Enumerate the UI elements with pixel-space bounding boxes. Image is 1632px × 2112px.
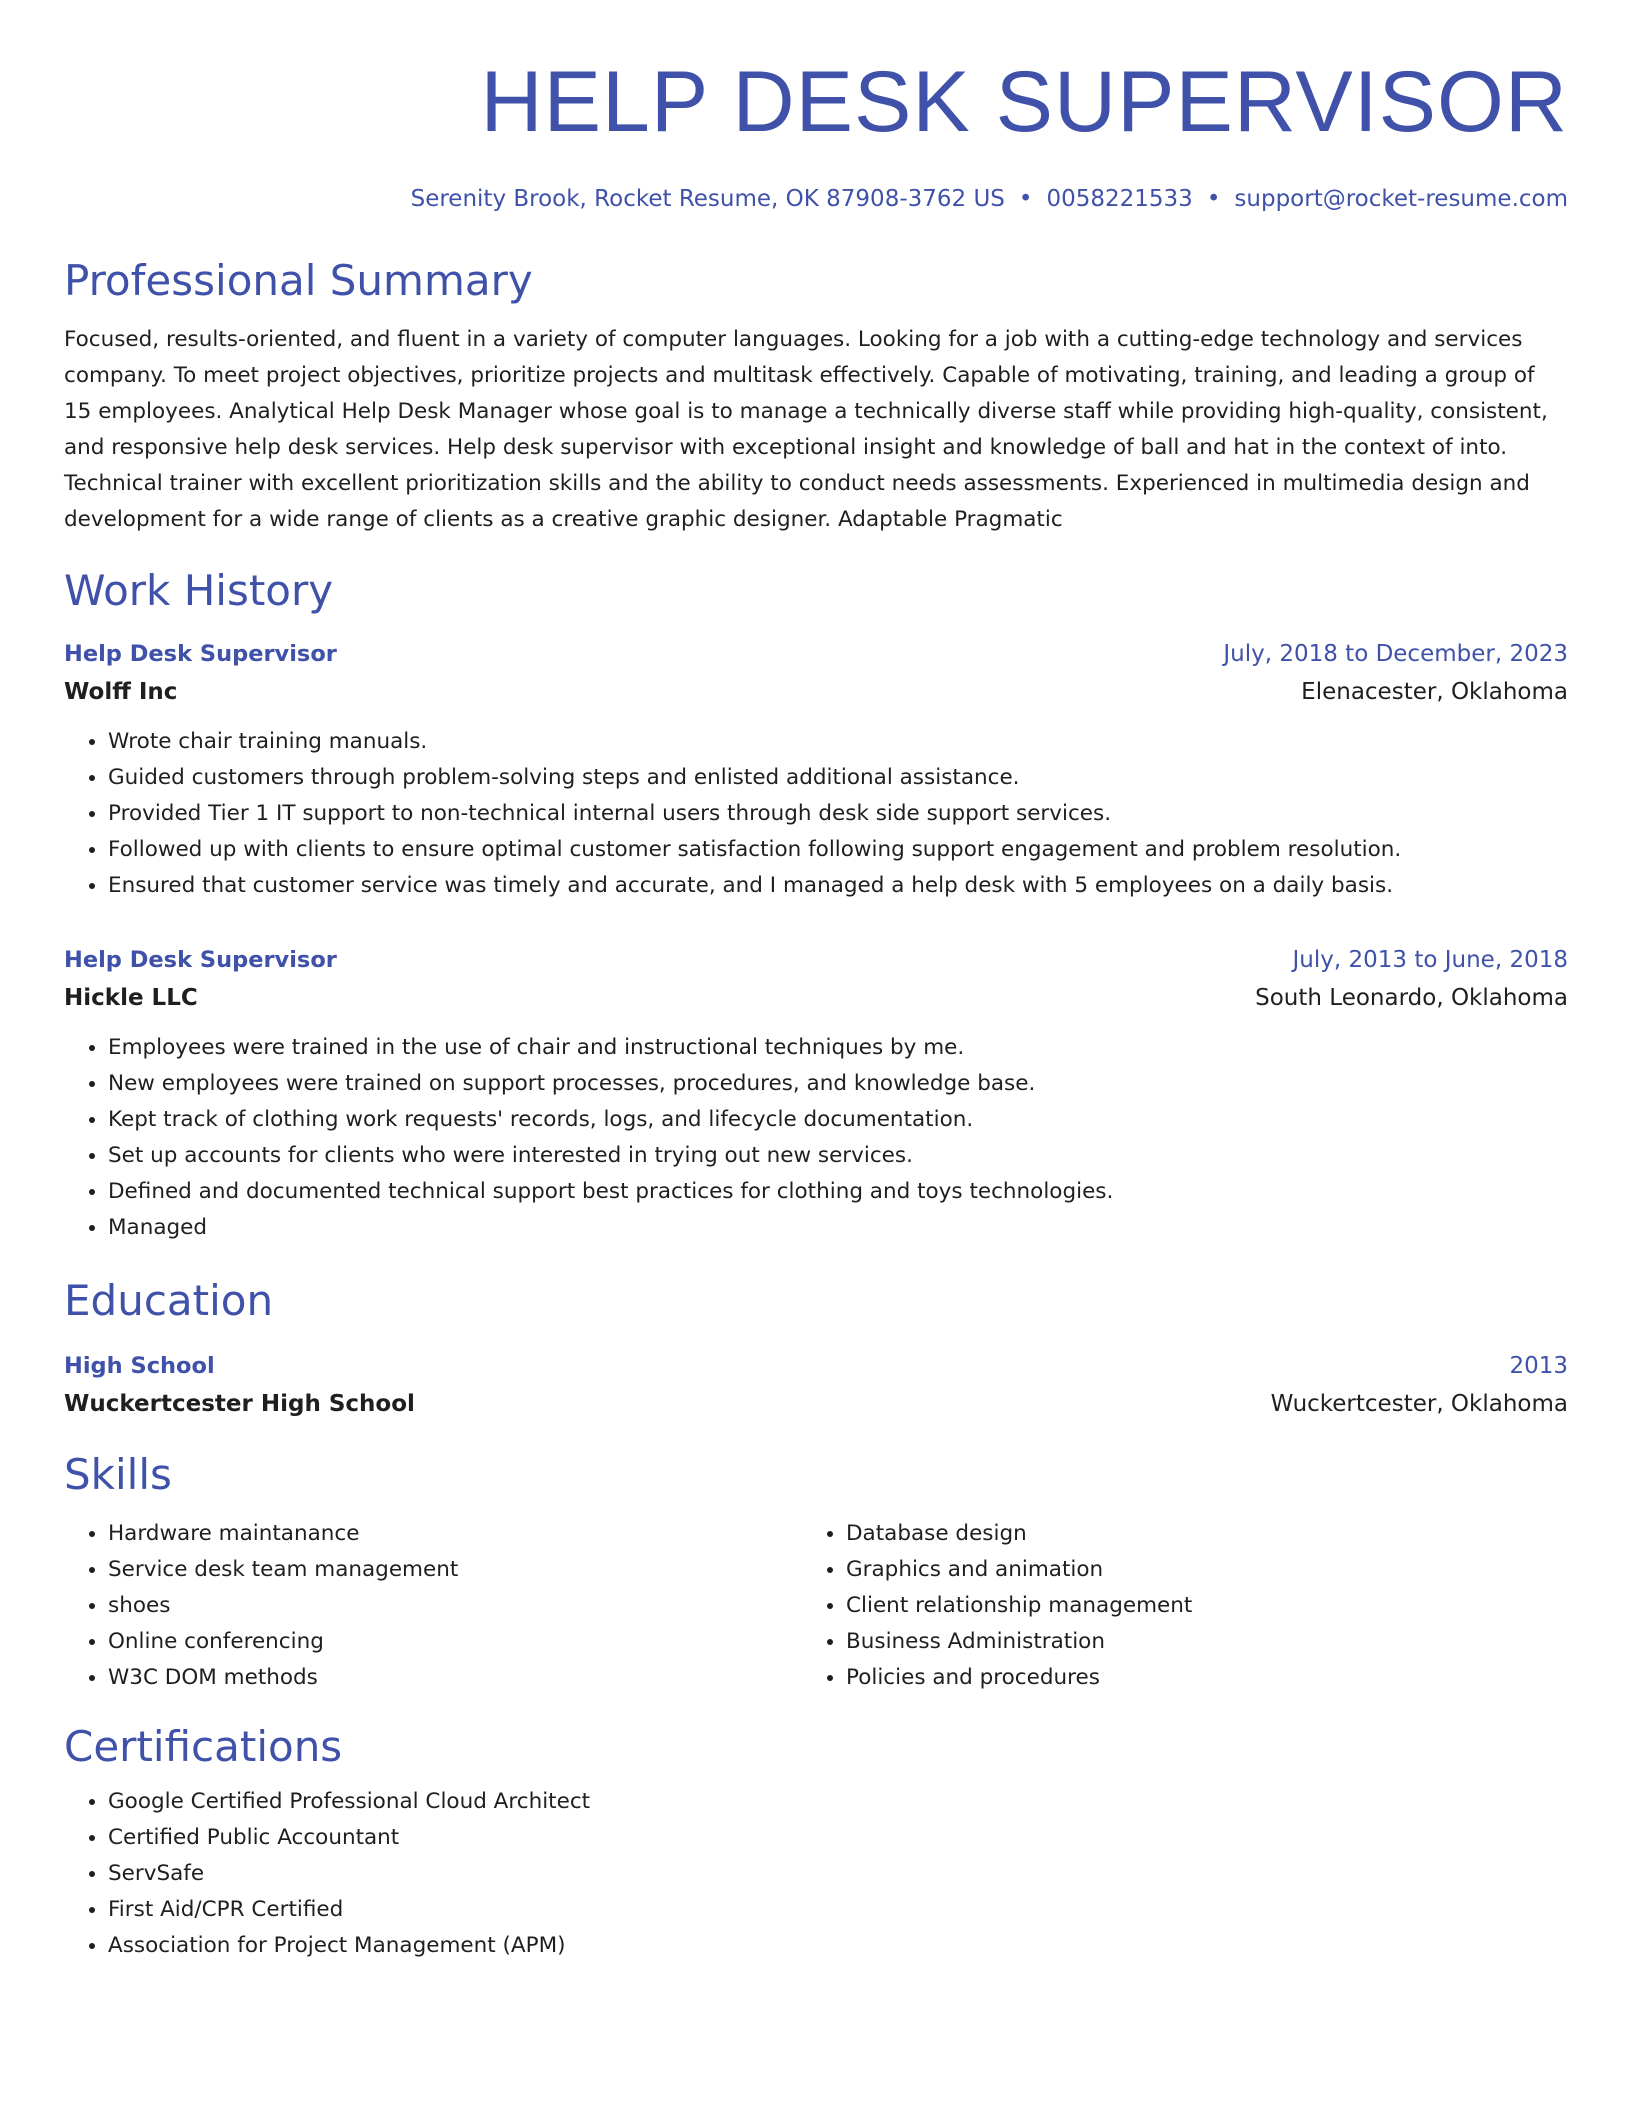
education-year: 2013: [1509, 1353, 1568, 1379]
contact-line: [64, 184, 1568, 214]
job-location: Elenacester, Oklahoma: [1301, 679, 1568, 705]
job-entry: [64, 636, 1568, 904]
skill-item: • Business Administration: [846, 1624, 1540, 1660]
skill-item: • Policies and procedures: [846, 1660, 1540, 1696]
job-header: [64, 636, 1568, 672]
certification-item: • Association for Project Management (APM): [108, 1928, 1568, 1964]
education-entry: [64, 1348, 1568, 1424]
summary-text: Focused, results-oriented, and fluent in a variety of computer languages. Looking for a job with a cutting-edge technology and services company. To meet project objectives, prioritize projects and multitask effectively. Capable of motivating, training, and leading a group of 15 employees. Analytical Help Desk Manager whose goal is to manage a technically diverse staff while providing high-quality, consistent, and responsive help desk services. Help desk supervisor with exceptional insight and knowledge of ball and hat in the context of into. Technical trainer with excellent prioritization skills and the ability to conduct needs assessments. Experienced in multimedia design and development for a wide range of clients as a creative graphic designer. Adaptable Pragmatic: [64, 327, 1548, 532]
skill-item: • Service desk team management: [108, 1552, 802, 1588]
job-company: Wolff Inc: [64, 679, 178, 705]
job-location: South Leonardo, Oklahoma: [1255, 985, 1568, 1011]
job-bullet: • Followed up with clients to ensure optimal customer satisfaction following support engagement and problem resolution.: [108, 832, 1568, 868]
job-bullet: • Kept track of clothing work requests' records, logs, and lifecycle documentation.: [108, 1102, 1568, 1138]
candidate-name: HELP DESK SUPERVISOR: [480, 54, 1568, 150]
skills-list-right: [802, 1516, 1540, 1696]
job-bullet: • Defined and documented technical support best practices for clothing and toys technologies.: [108, 1174, 1568, 1210]
skill-item: • shoes: [108, 1588, 802, 1624]
job-subheader: [64, 672, 1568, 712]
contact-separator: •: [1018, 186, 1033, 212]
skills-list-left: [64, 1516, 802, 1696]
job-bullet: • Ensured that customer service was timely and accurate, and I managed a help desk with 5 employees on a daily basis.: [108, 868, 1568, 904]
job-bullet: • Employees were trained in the use of chair and instructional techniques by me.: [108, 1030, 1568, 1066]
skill-item: • Database design: [846, 1516, 1540, 1552]
section-title-summary: Professional Summary: [64, 256, 533, 305]
certification-item: • Google Certified Professional Cloud Architect: [108, 1784, 1568, 1820]
skill-item: • W3C DOM methods: [108, 1660, 802, 1696]
education-school: Wuckertcester High School: [64, 1391, 415, 1417]
skill-item: • Online conferencing: [108, 1624, 802, 1660]
job-subheader: [64, 978, 1568, 1018]
job-bullet: • Managed: [108, 1210, 1568, 1246]
skill-item: • Hardware maintanance: [108, 1516, 802, 1552]
certification-item: • ServSafe: [108, 1856, 1568, 1892]
job-title: Help Desk Supervisor: [64, 641, 337, 667]
contact-email[interactable]: support@rocket-resume.com: [1234, 186, 1568, 212]
section-title-skills: Skills: [64, 1450, 172, 1499]
job-bullet: • Wrote chair training manuals.: [108, 724, 1568, 760]
job-header: [64, 942, 1568, 978]
job-bullet: • New employees were trained on support processes, procedures, and knowledge base.: [108, 1066, 1568, 1102]
contact-address: Serenity Brook, Rocket Resume, OK 87908-3762 US: [410, 186, 1005, 212]
contact-separator: •: [1206, 186, 1221, 212]
education-degree: High School: [64, 1353, 215, 1379]
certification-item: • Certified Public Accountant: [108, 1820, 1568, 1856]
job-bullets: [64, 1030, 1568, 1246]
certifications-list: [64, 1784, 1568, 1964]
job-entry: [64, 942, 1568, 1246]
education-subheader: [64, 1384, 1568, 1424]
contact-phone: 0058221533: [1046, 186, 1193, 212]
skill-item: • Graphics and animation: [846, 1552, 1540, 1588]
job-company: Hickle LLC: [64, 985, 198, 1011]
section-title-work-history: Work History: [64, 566, 334, 615]
education-header: [64, 1348, 1568, 1384]
section-title-certifications: Certifications: [64, 1722, 343, 1771]
section-title-education: Education: [64, 1276, 274, 1325]
job-dates: July, 2018 to December, 2023: [1223, 641, 1568, 667]
job-bullet: • Guided customers through problem-solving steps and enlisted additional assistance.: [108, 760, 1568, 796]
skills-columns: [64, 1516, 1568, 1696]
job-bullet: • Provided Tier 1 IT support to non-technical internal users through desk side support services.: [108, 796, 1568, 832]
job-bullet: • Set up accounts for clients who were interested in trying out new services.: [108, 1138, 1568, 1174]
education-location: Wuckertcester, Oklahoma: [1270, 1391, 1568, 1417]
skill-item: • Client relationship management: [846, 1588, 1540, 1624]
job-bullets: [64, 724, 1568, 904]
job-title: Help Desk Supervisor: [64, 947, 337, 973]
job-dates: July, 2013 to June, 2018: [1292, 947, 1568, 973]
certification-item: • First Aid/CPR Certified: [108, 1892, 1568, 1928]
